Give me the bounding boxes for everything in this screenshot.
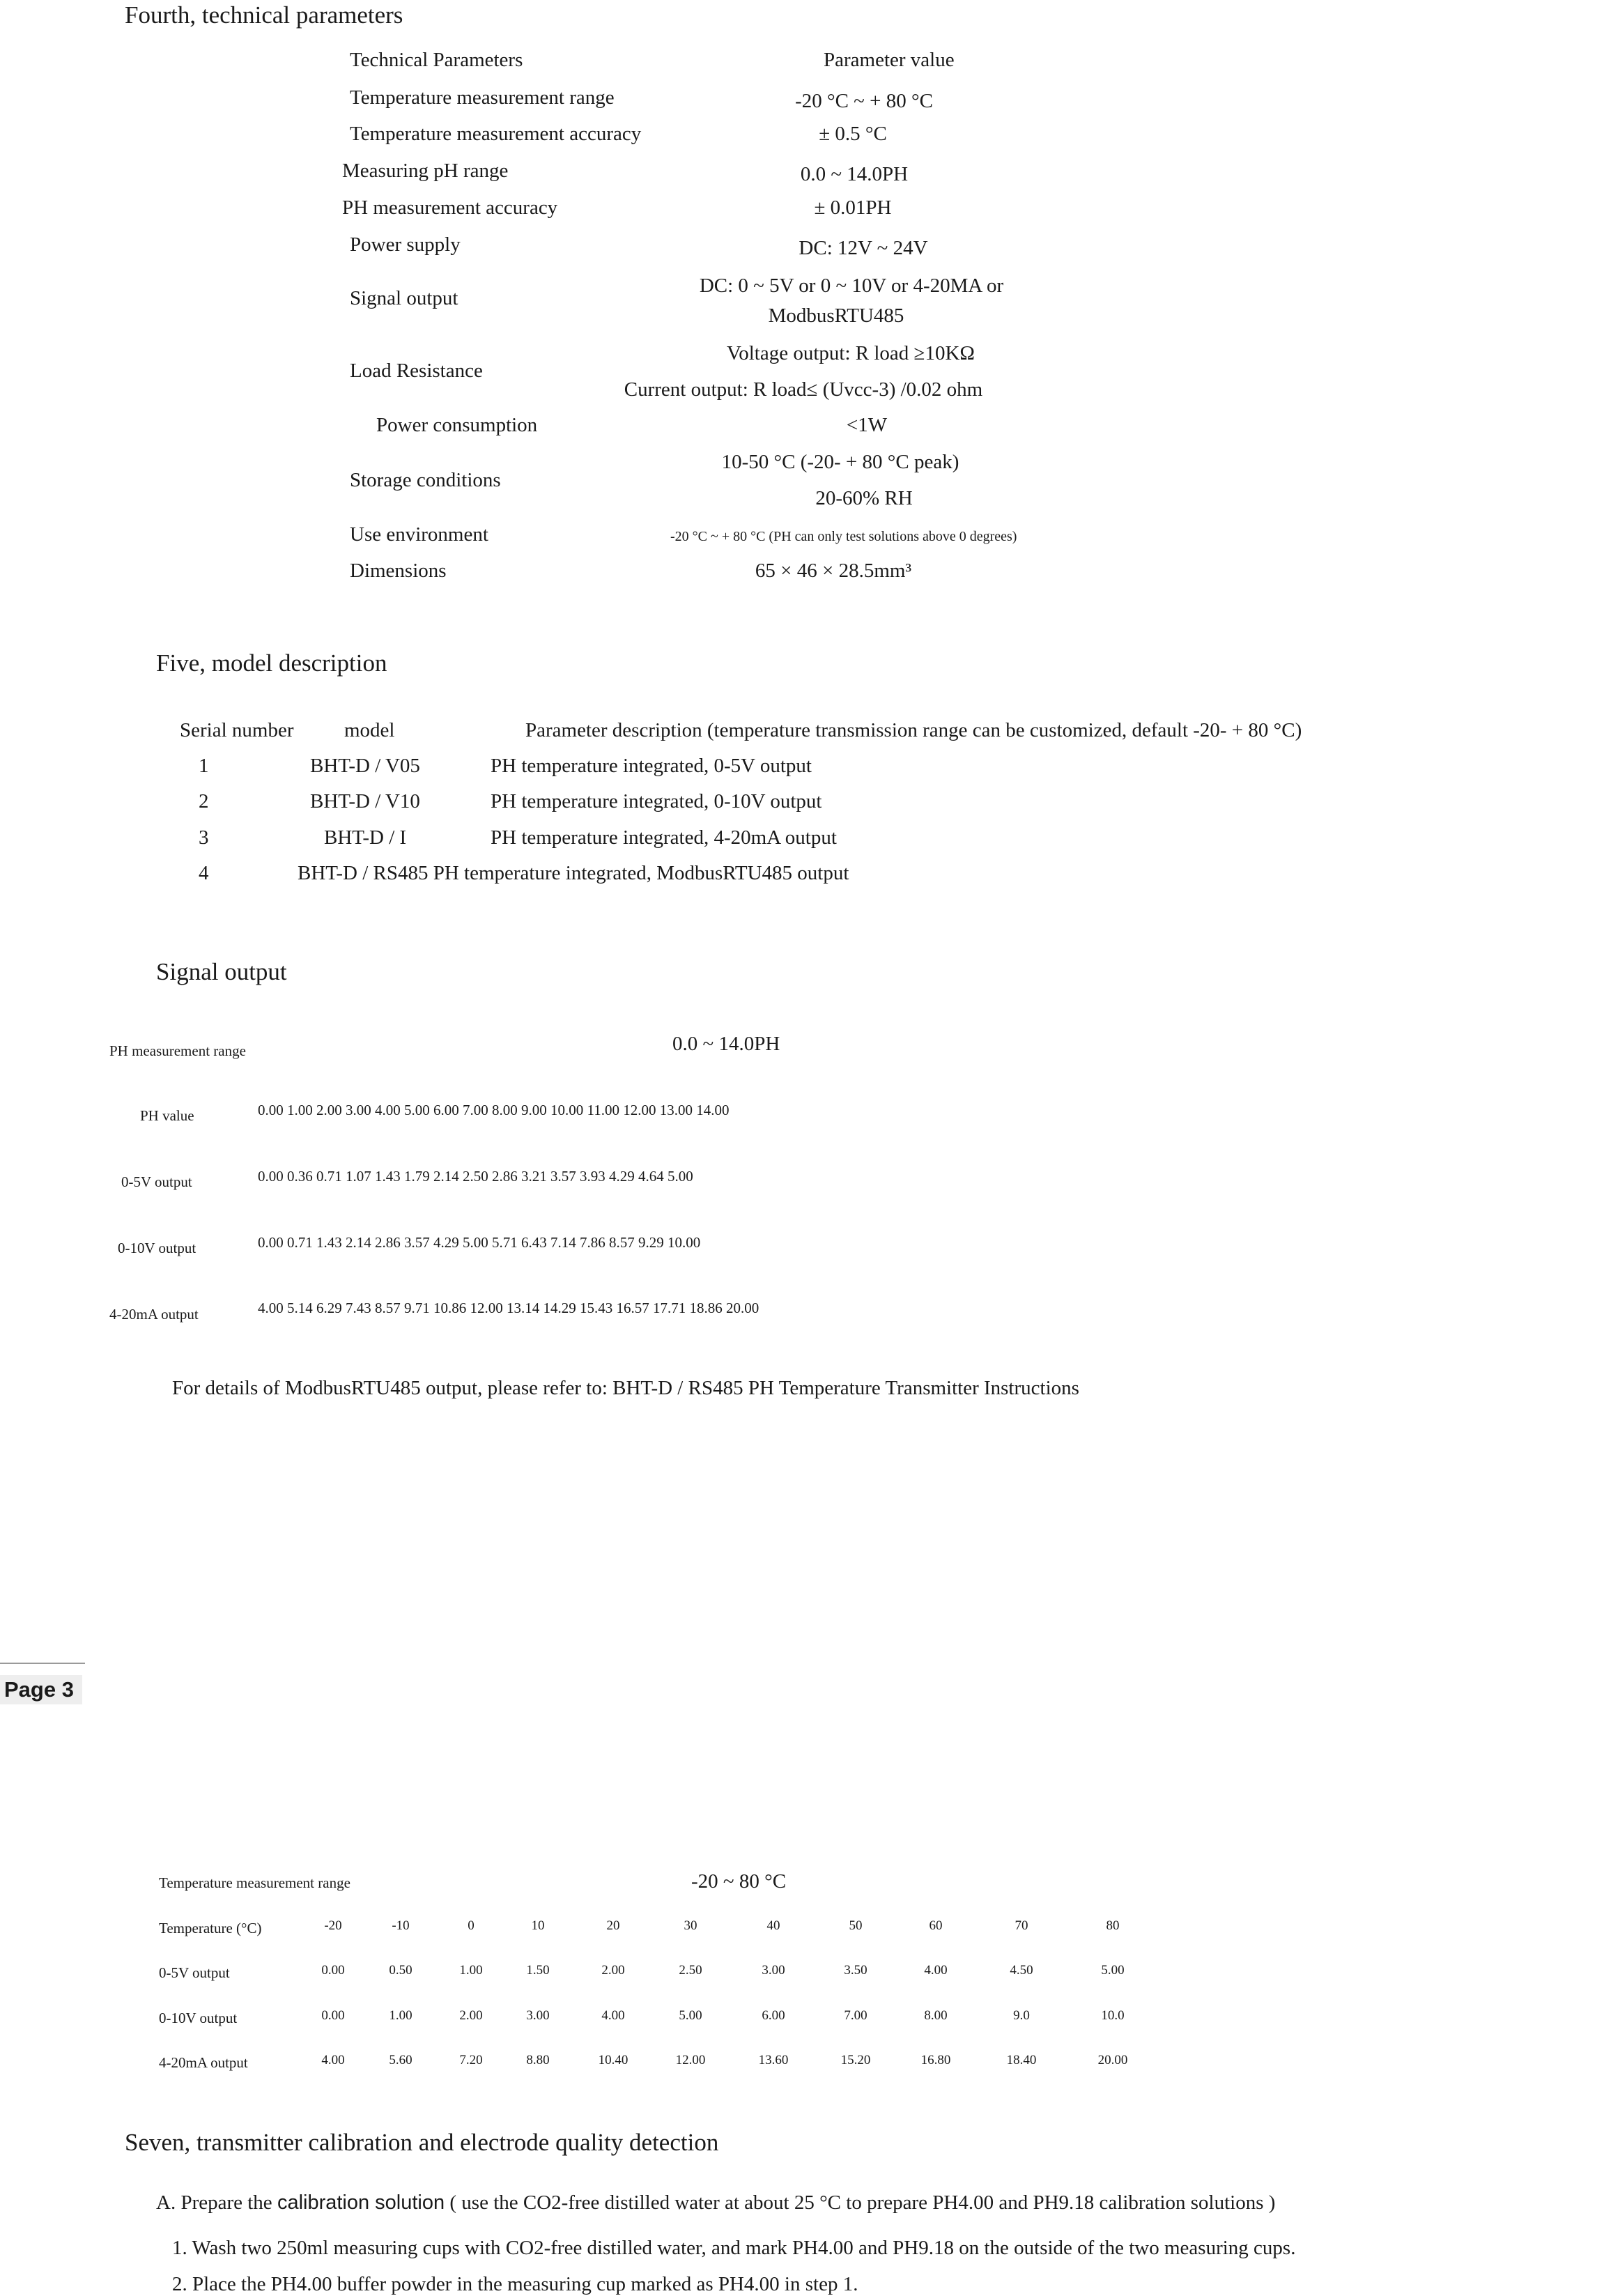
param-temp-range: Temperature measurement range (350, 86, 615, 109)
value-power-consumption: <1W (846, 414, 888, 436)
temp-row-label: 4-20mA output (159, 2054, 248, 2071)
temp-cell: 0.50 (389, 1963, 412, 1978)
model-row-model: BHT-D / RS485 PH temperature integrated, ModbusRTU485 output (298, 862, 849, 884)
temp-cell: -10 (392, 1918, 410, 1933)
temp-cell: 50 (849, 1918, 863, 1933)
temp-cell: 60 (929, 1918, 943, 1933)
value-temp-accuracy: ± 0.5 °C (819, 123, 887, 145)
temp-cell: 18.40 (1006, 2053, 1037, 2067)
temp-row-label: 0-5V output (159, 1964, 230, 1981)
temp-cell: 0.00 (321, 1963, 345, 1978)
signal-output-title: Signal output (156, 958, 287, 985)
temp-cell: 5.00 (679, 2008, 702, 2023)
step-a-suffix: ( use the CO2-free distilled water at about 25 °C to prepare PH4.00 and PH9.18 calibration solutions ) (445, 2191, 1276, 2214)
temp-cell: 4.00 (321, 2053, 345, 2067)
value-signal-output: DC: 0 ~ 5V or 0 ~ 10V or 4-20MA or (699, 275, 1004, 297)
temp-cell: 1.00 (459, 1963, 483, 1978)
param-signal-output: Signal output (350, 287, 458, 309)
model-header-serial: Serial number (180, 719, 294, 741)
param-ph-accuracy: PH measurement accuracy (342, 197, 558, 219)
temp-cell: 12.00 (675, 2053, 706, 2067)
temp-cell: 7.20 (459, 2053, 483, 2067)
step-a-text (156, 2191, 1275, 2214)
model-row-serial: 1 (199, 755, 209, 777)
value-storage-conditions-line2: 20-60% RH (815, 487, 913, 509)
ph-420ma-values: 4.00 5.14 6.29 7.43 8.57 9.71 10.86 12.00 13.14 14.29 15.43 16.57 17.71 18.86 20.00 (258, 1300, 759, 1316)
temp-cell: 4.50 (1010, 1963, 1033, 1978)
temp-cell: 10.0 (1101, 2008, 1125, 2023)
temp-range-value: -20 ~ 80 °C (691, 1870, 787, 1893)
temp-cell: 10.40 (598, 2053, 628, 2067)
temp-cell: 5.00 (1101, 1963, 1125, 1978)
tech-params-header-param: Technical Parameters (350, 49, 523, 71)
temp-cell: 6.00 (762, 2008, 785, 2023)
temp-cell: 13.60 (758, 2053, 789, 2067)
value-ph-accuracy: ± 0.01PH (814, 197, 892, 219)
temp-cell: 20.00 (1097, 2053, 1128, 2067)
temp-cell: 2.00 (459, 2008, 483, 2023)
ph-010v-label: 0-10V output (118, 1240, 196, 1256)
ph-05v-label: 0-5V output (121, 1173, 192, 1190)
modbus-note: For details of ModbusRTU485 output, please refer to: BHT-D / RS485 PH Temperature Transmitter Instructions (172, 1377, 1079, 1399)
value-power-supply: DC: 12V ~ 24V (799, 237, 928, 259)
temp-row-label: Temperature (°C) (159, 1920, 262, 1936)
temp-cell: 20 (606, 1918, 620, 1933)
value-storage-conditions: 10-50 °C (-20- + 80 °C peak) (721, 451, 959, 473)
value-temp-range: -20 °C ~ + 80 °C (795, 90, 933, 112)
temp-row-label: 0-10V output (159, 2010, 238, 2026)
param-storage-conditions: Storage conditions (350, 469, 501, 491)
temp-cell: 80 (1106, 1918, 1120, 1933)
temp-cell: -20 (324, 1918, 342, 1933)
temp-cell: 40 (766, 1918, 780, 1933)
temp-cell: 3.00 (762, 1963, 785, 1978)
temp-cell: 3.00 (526, 2008, 550, 2023)
ph-05v-values: 0.00 0.36 0.71 1.07 1.43 1.79 2.14 2.50 2.86 3.21 3.57 3.93 4.29 4.64 5.00 (258, 1168, 693, 1185)
temp-cell: 30 (684, 1918, 697, 1933)
section-4-title: Fourth, technical parameters (125, 1, 403, 29)
ph-range-label: PH measurement range (109, 1042, 246, 1059)
model-row-serial: 3 (199, 826, 209, 849)
step-1-text: 1. Wash two 250ml measuring cups with CO2-free distilled water, and mark PH4.00 and PH9.18 on the outside of the two measuring cups. (172, 2237, 1296, 2259)
temp-cell: 0.00 (321, 2008, 345, 2023)
model-header-desc: Parameter description (temperature transmission range can be customized, default -20- + 80 °C) (525, 719, 1302, 741)
model-row-desc: PH temperature integrated, 0-5V output (491, 755, 812, 777)
temp-cell: 10 (531, 1918, 545, 1933)
param-power-consumption: Power consumption (376, 414, 538, 436)
value-load-resistance: Voltage output: R load ≥10KΩ (727, 342, 975, 364)
model-row-model: BHT-D / V10 (310, 790, 420, 812)
model-row-model: BHT-D / V05 (310, 755, 420, 777)
model-header-model: model (344, 719, 395, 741)
step-a-highlight: calibration solution (277, 2191, 445, 2214)
value-ph-range: 0.0 ~ 14.0PH (800, 163, 909, 185)
temp-cell: 8.00 (924, 2008, 948, 2023)
temp-cell: 3.50 (844, 1963, 867, 1978)
temp-cell: 16.80 (920, 2053, 951, 2067)
model-row-desc: PH temperature integrated, 4-20mA output (491, 826, 837, 849)
ph-420ma-label: 4-20mA output (109, 1306, 199, 1323)
value-signal-output-line2: ModbusRTU485 (768, 305, 904, 327)
step-a-prefix: A. Prepare the (156, 2191, 277, 2214)
model-row-model: BHT-D / I (324, 826, 407, 849)
ph-range-value: 0.0 ~ 14.0PH (672, 1033, 780, 1055)
temp-cell: 0 (468, 1918, 475, 1933)
param-load-resistance: Load Resistance (350, 360, 483, 382)
temp-cell: 4.00 (601, 2008, 625, 2023)
page-divider (0, 1663, 85, 1664)
temp-cell: 2.00 (601, 1963, 625, 1978)
temp-cell: 8.80 (526, 2053, 550, 2067)
param-power-supply: Power supply (350, 233, 461, 256)
temp-cell: 5.60 (389, 2053, 412, 2067)
temp-cell: 1.00 (389, 2008, 412, 2023)
param-dimensions: Dimensions (350, 560, 447, 582)
temp-range-label: Temperature measurement range (159, 1874, 350, 1891)
step-2-text: 2. Place the PH4.00 buffer powder in the measuring cup marked as PH4.00 in step 1. (172, 2273, 858, 2295)
page-label: Page 3 (0, 1675, 82, 1704)
ph-010v-values: 0.00 0.71 1.43 2.14 2.86 3.57 4.29 5.00 5.71 6.43 7.14 7.86 8.57 9.29 10.00 (258, 1234, 701, 1251)
ph-value-label: PH value (140, 1107, 194, 1124)
temp-cell: 15.20 (840, 2053, 871, 2067)
param-use-environment: Use environment (350, 523, 488, 546)
model-row-serial: 2 (199, 790, 209, 812)
section-5-title: Five, model description (156, 649, 387, 677)
ph-value-values: 0.00 1.00 2.00 3.00 4.00 5.00 6.00 7.00 8.00 9.00 10.00 11.00 12.00 13.00 14.00 (258, 1102, 730, 1118)
temp-cell: 2.50 (679, 1963, 702, 1978)
value-use-environment: -20 °C ~ + 80 °C (PH can only test solutions above 0 degrees) (670, 529, 1017, 544)
tech-params-header-value: Parameter value (824, 49, 955, 71)
temp-cell: 1.50 (526, 1963, 550, 1978)
value-load-resistance-line2: Current output: R load≤ (Uvcc-3) /0.02 ohm (624, 378, 983, 401)
model-row-serial: 4 (199, 862, 209, 884)
temp-cell: 4.00 (924, 1963, 948, 1978)
param-ph-range: Measuring pH range (342, 160, 509, 182)
temp-cell: 70 (1015, 1918, 1028, 1933)
temp-cell: 7.00 (844, 2008, 867, 2023)
value-dimensions: 65 × 46 × 28.5mm³ (755, 560, 912, 582)
model-row-desc: PH temperature integrated, 0-10V output (491, 790, 822, 812)
param-temp-accuracy: Temperature measurement accuracy (350, 123, 642, 145)
section-7-title: Seven, transmitter calibration and electrode quality detection (125, 2129, 719, 2156)
temp-cell: 9.0 (1013, 2008, 1030, 2023)
